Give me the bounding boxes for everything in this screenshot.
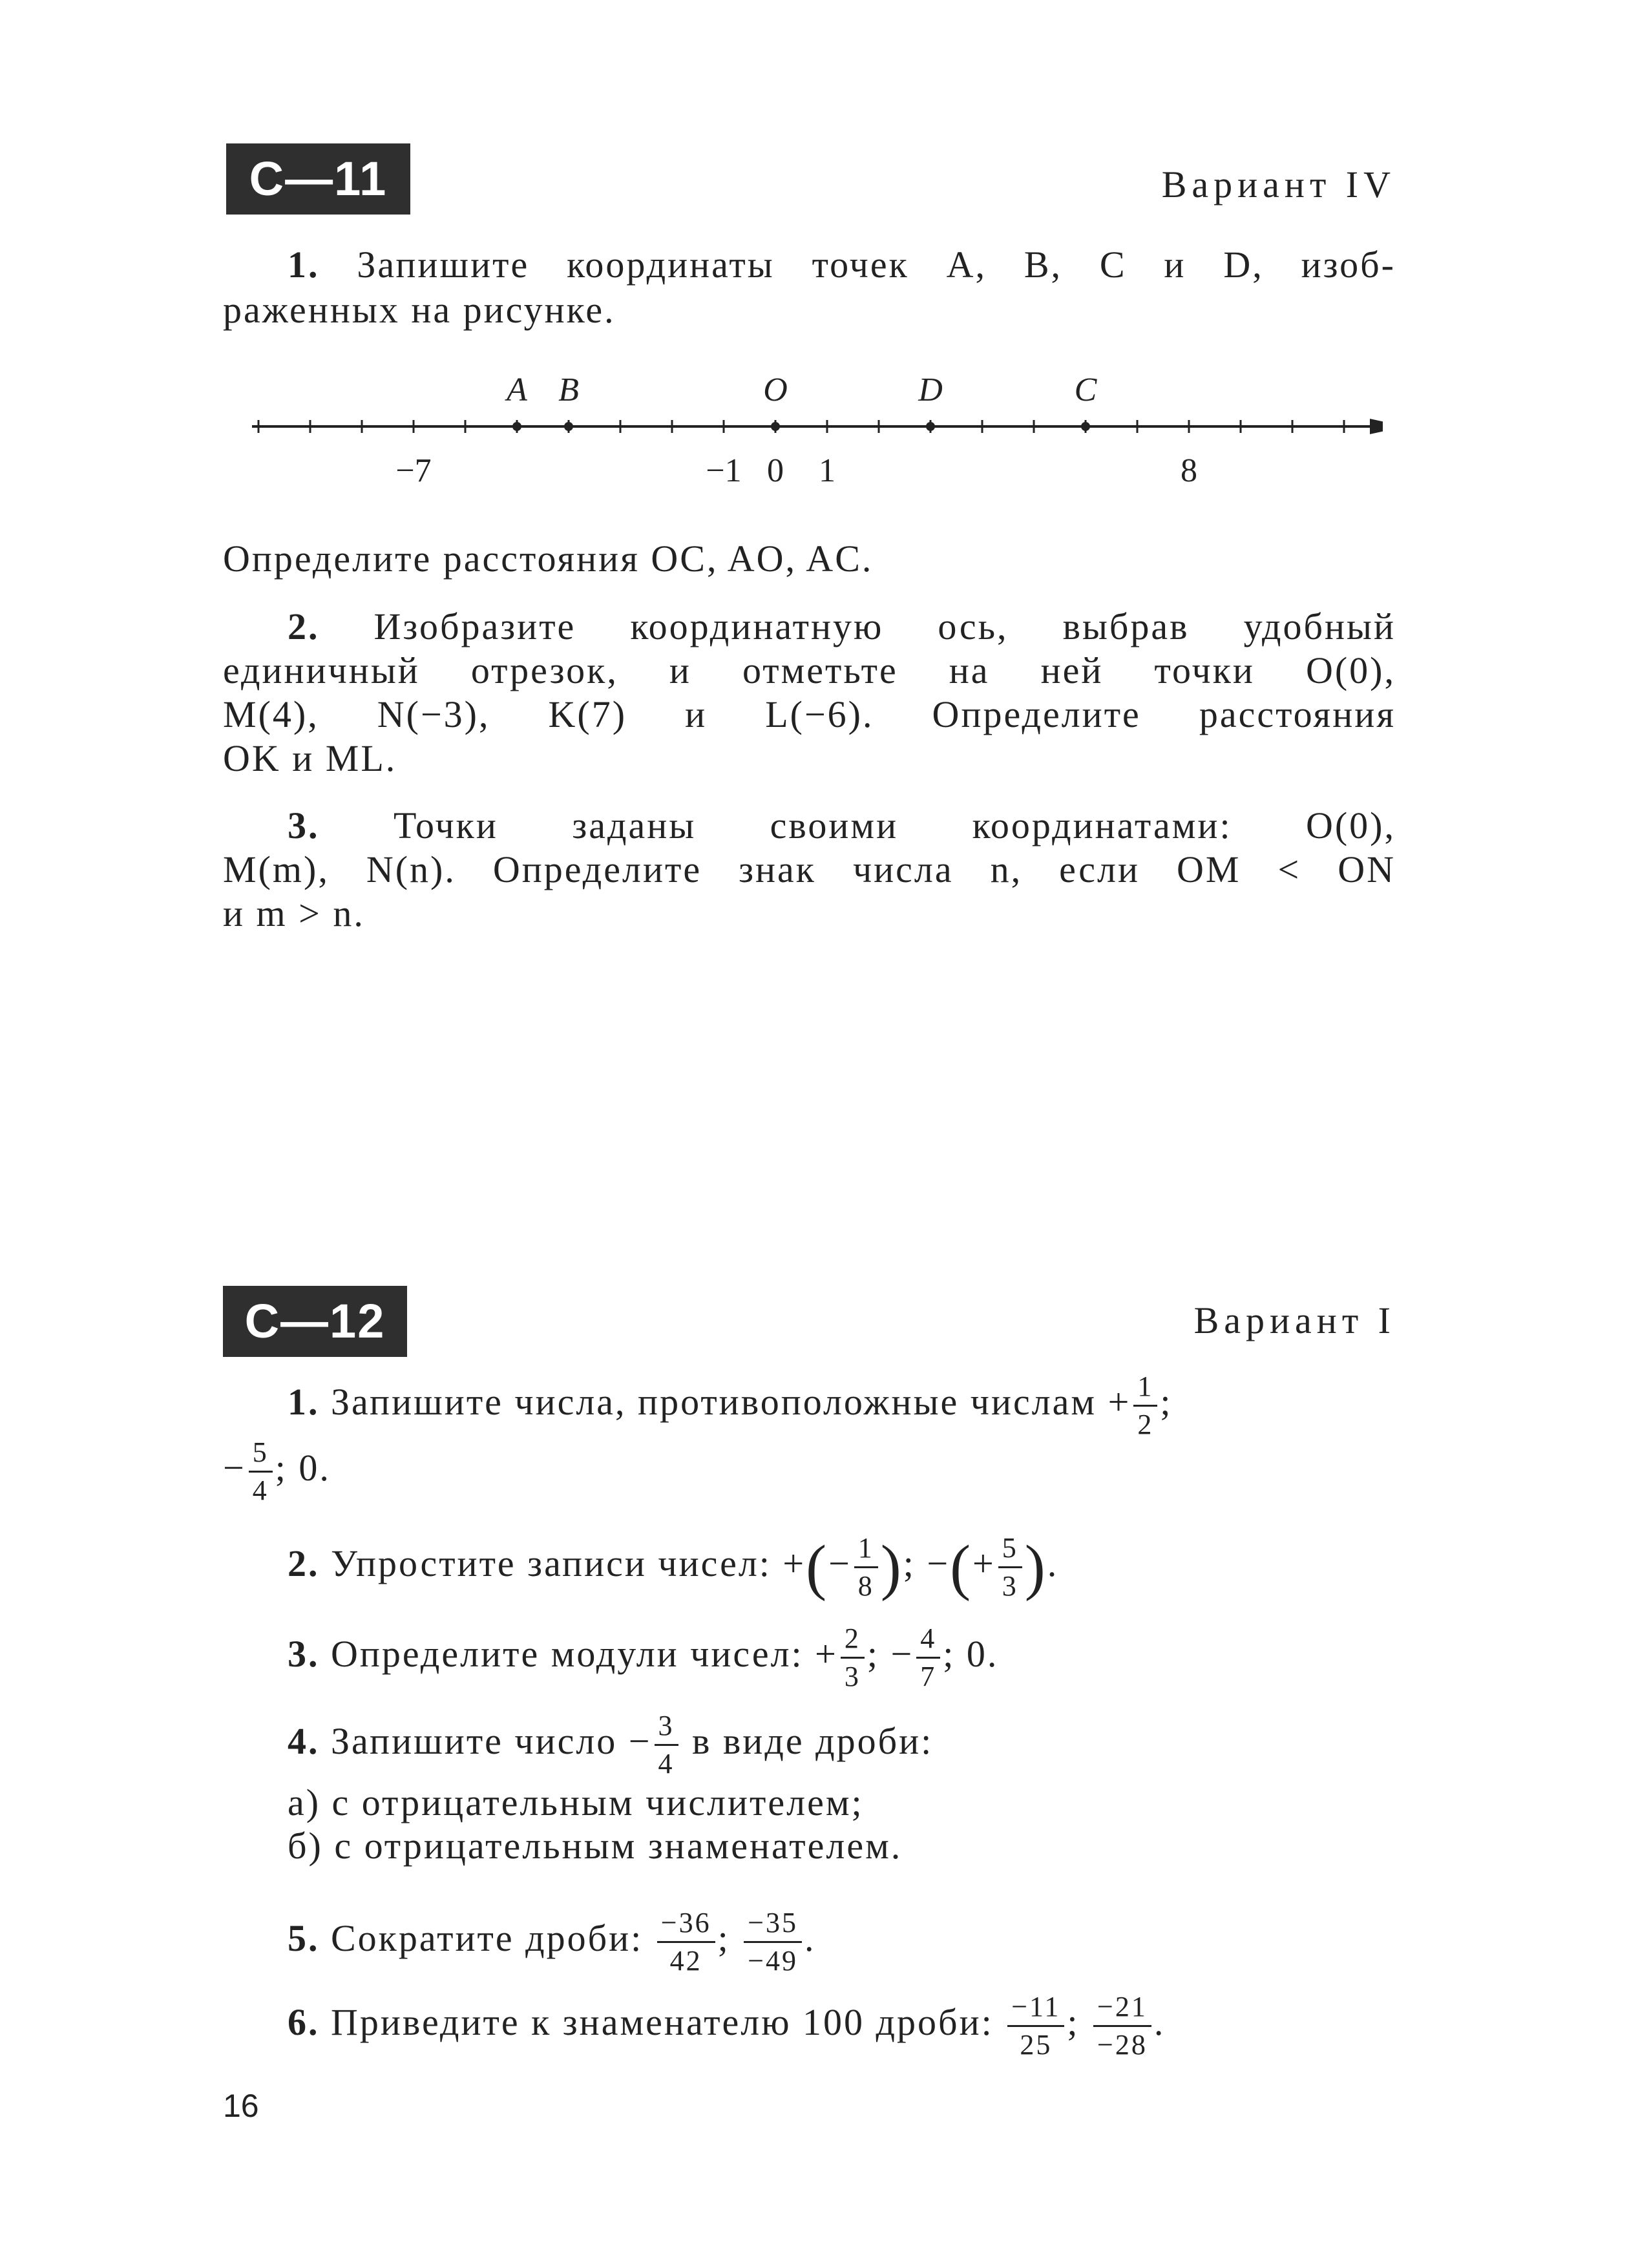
task-number: 4. [288, 1720, 320, 1762]
task1-line2: раженных на рисунке. [223, 289, 616, 331]
separator: ; [1067, 2001, 1080, 2043]
s2-task1-line2 [223, 1436, 1396, 1507]
tick-label: 0 [767, 452, 784, 489]
task-text: Упростите записи чисел: + [331, 1542, 806, 1584]
minus-sign: − [223, 1447, 246, 1489]
variant-label-i: Вариант I [1193, 1299, 1396, 1341]
task-tail: . [1153, 2001, 1166, 2043]
point-a [512, 422, 521, 431]
task3-line1 [288, 803, 1396, 848]
left-paren: ( [806, 1532, 829, 1602]
point-c [1081, 422, 1090, 431]
task-text: Приведите к знаменателю 100 дроби: [331, 2001, 994, 2043]
sign: − [828, 1542, 852, 1584]
fraction: $\frac{-21}{-28}$ [1093, 1993, 1151, 2059]
tick-label: −1 [706, 452, 742, 489]
fraction: $\frac{-36}{42}$ [657, 1909, 715, 1975]
axis-arrow [1370, 419, 1383, 434]
fraction: $\frac{-11}{25}$ [1007, 1993, 1064, 2059]
fraction: $\frac{3}{4}$ [655, 1712, 678, 1778]
fraction: $\frac{2}{3}$ [841, 1624, 865, 1691]
fraction: $\frac{-35}{-49}$ [744, 1909, 802, 1975]
point-d [926, 422, 935, 431]
s2-task4-b: б) с отрицательным знаменателем. [288, 1825, 903, 1867]
task-number: 5. [288, 1917, 320, 1959]
s2-task4-a: а) с отрицательным числителем; [288, 1781, 864, 1823]
point-label-o: O [763, 372, 788, 408]
s2-task5 [288, 1900, 1396, 1977]
fraction: $\frac{5}{4}$ [249, 1438, 273, 1505]
separator: ; − [903, 1542, 951, 1584]
task-number: 1. [288, 1381, 320, 1423]
fraction: $\frac{4}{7}$ [916, 1624, 940, 1691]
task-number: 6. [288, 2001, 320, 2043]
task-text: Запишите координаты точек A, B, C и D, изоб- [357, 244, 1396, 286]
s2-task3 [288, 1619, 1396, 1693]
separator: ; [717, 1917, 730, 1959]
point-label-d: D [918, 372, 943, 408]
page-number: 16 [223, 2088, 259, 2124]
task-number: 2. [288, 605, 320, 647]
fraction: $\frac{1}{8}$ [854, 1534, 878, 1601]
fraction: $\frac{5}{3}$ [998, 1534, 1022, 1601]
task2-line4: OK и ML. [223, 737, 397, 779]
point-label-b: B [558, 372, 579, 408]
task1-line1 [288, 242, 1396, 288]
task2-line1 [288, 604, 1396, 649]
task-text: Изобразите координатную ось, выбрав удобный [373, 605, 1396, 647]
task3-line3: и m > n. [223, 892, 365, 934]
task-text: Сократите дроби: [331, 1917, 644, 1959]
task-number: 3. [288, 804, 320, 846]
section-badge-c11: С—11 [226, 143, 410, 215]
task-text: Запишите числа, противоположные числам + [331, 1381, 1131, 1423]
task-tail: . [1047, 1542, 1059, 1584]
point-label-c: C [1074, 372, 1097, 408]
s2-task6 [288, 1984, 1396, 2061]
fraction: $\frac{1}{2}$ [1133, 1372, 1157, 1439]
separator: ; − [867, 1633, 914, 1675]
task1-question: Определите расстояния OC, AO, AC. [223, 538, 874, 580]
task3-line2: M(m), N(n). Определите знак числа n, если OM < ON [223, 848, 1396, 890]
tick-label: −7 [395, 452, 432, 489]
task-text: Точки заданы своими координатами: O(0), [393, 804, 1396, 846]
task-tail: в виде дроби: [692, 1720, 934, 1762]
task-tail: . [804, 1917, 816, 1959]
task-text: Запишите число − [331, 1720, 652, 1762]
variant-label-iv: Вариант IV [1161, 163, 1396, 205]
point-b [564, 422, 573, 431]
sign: + [972, 1542, 996, 1584]
s2-task4 [288, 1706, 1396, 1780]
task-text: Определите модули чисел: + [331, 1633, 838, 1675]
point-o [771, 422, 780, 431]
s2-task2 [288, 1528, 1396, 1602]
right-paren: ) [880, 1532, 903, 1602]
task-tail: ; 0. [275, 1447, 331, 1489]
tick-label: 1 [819, 452, 835, 489]
point-label-a: A [507, 372, 527, 408]
task-tail: ; 0. [943, 1633, 999, 1675]
separator: ; [1160, 1381, 1173, 1423]
number-line [246, 362, 1383, 491]
s2-task1-line1 [288, 1370, 1396, 1441]
task-number: 3. [288, 1633, 320, 1675]
left-paren: ( [950, 1532, 973, 1602]
tick-label: 8 [1181, 452, 1197, 489]
right-paren: ) [1024, 1532, 1047, 1602]
task-number: 1. [288, 244, 320, 286]
task2-line3: M(4), N(−3), K(7) и L(−6). Определите расстояния [223, 693, 1396, 735]
task-number: 2. [288, 1542, 320, 1584]
task2-line2: единичный отрезок, и отметьте на ней точки O(0), [223, 649, 1396, 691]
section-badge-c12: С—12 [223, 1286, 407, 1357]
